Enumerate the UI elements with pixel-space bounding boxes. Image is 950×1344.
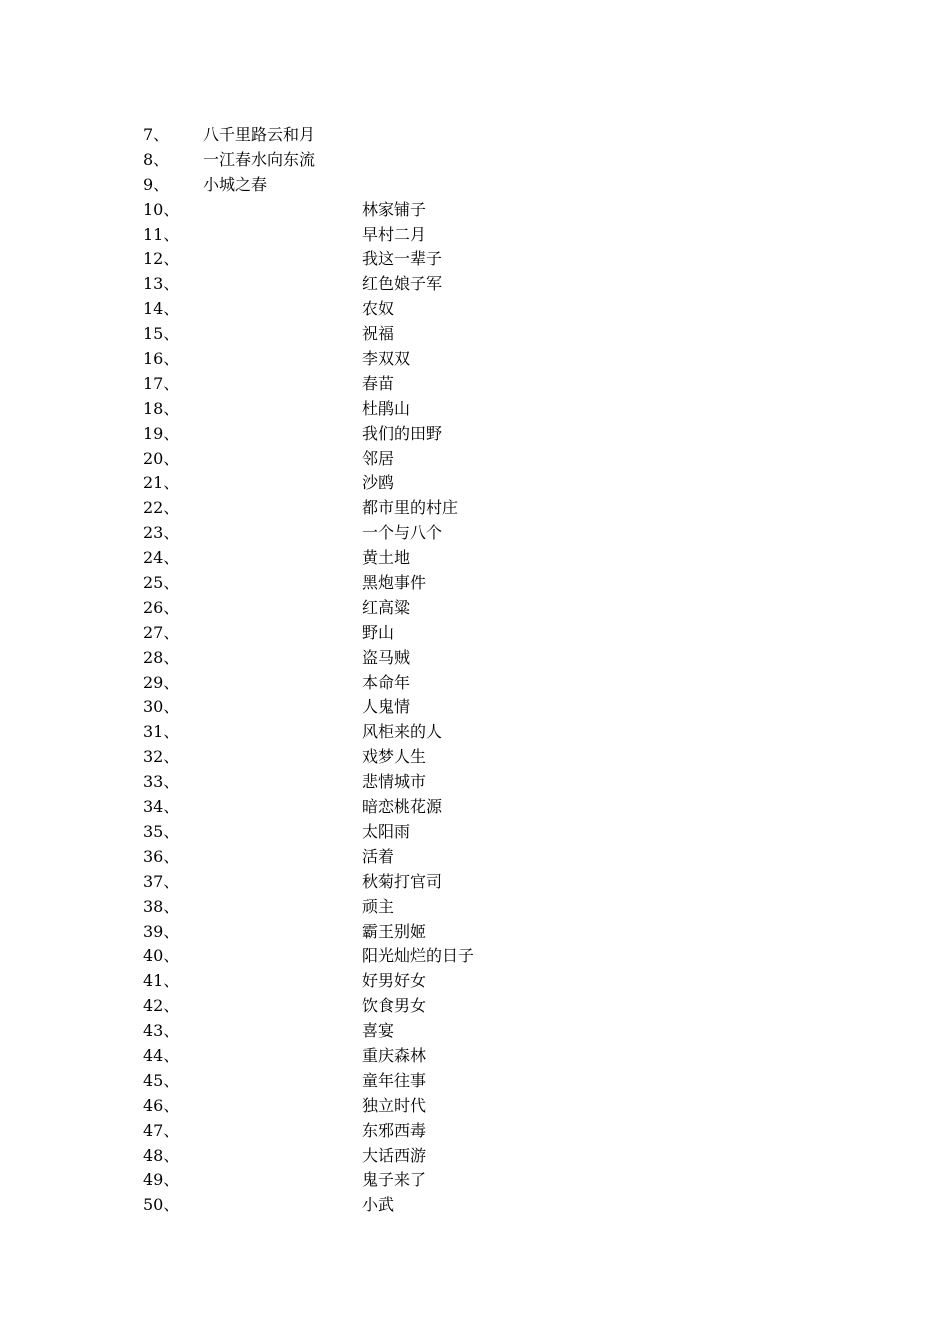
item-title: 早村二月: [362, 224, 427, 244]
list-item: [0, 795, 950, 820]
list-item: [0, 571, 950, 596]
item-number: 9、: [143, 174, 170, 194]
item-number: 35、: [143, 821, 180, 841]
item-number: 30、: [143, 697, 180, 717]
item-number: 43、: [143, 1021, 180, 1041]
item-number: 45、: [143, 1070, 180, 1090]
item-number: 25、: [143, 573, 180, 593]
item-number: 39、: [143, 921, 180, 941]
item-number: 42、: [143, 996, 180, 1016]
item-title: 大话西游: [362, 1145, 427, 1165]
item-title: 小武: [362, 1195, 395, 1215]
item-title: 戏梦人生: [362, 747, 427, 767]
item-number: 12、: [143, 249, 180, 269]
item-number: 48、: [143, 1145, 180, 1165]
item-number: 28、: [143, 647, 180, 667]
list-item: [0, 596, 950, 621]
list-item: [0, 1019, 950, 1044]
list-item: [0, 397, 950, 422]
item-title: 好男好女: [362, 971, 427, 991]
item-title: 暗恋桃花源: [362, 797, 443, 817]
item-title: 野山: [362, 622, 395, 642]
item-number: 8、: [143, 149, 170, 169]
item-title: 阳光灿烂的日子: [362, 946, 475, 966]
item-title: 春苗: [362, 373, 395, 393]
item-title: 悲情城市: [362, 772, 427, 792]
list-item: [0, 496, 950, 521]
list-item: [0, 422, 950, 447]
item-title: 黄土地: [362, 548, 411, 568]
item-number: 29、: [143, 672, 180, 692]
list-item: [0, 173, 950, 198]
item-number: 21、: [143, 473, 180, 493]
list-item: [0, 695, 950, 720]
item-number: 20、: [143, 448, 180, 468]
item-number: 24、: [143, 548, 180, 568]
list-item: [0, 223, 950, 248]
list-item: [0, 247, 950, 272]
item-title: 饮食男女: [362, 996, 427, 1016]
item-title: 我这一辈子: [362, 249, 443, 269]
list-item: [0, 745, 950, 770]
list-item: [0, 372, 950, 397]
list-item: [0, 198, 950, 223]
list-item: [0, 895, 950, 920]
item-title: 喜宴: [362, 1021, 395, 1041]
list-item: [0, 1069, 950, 1094]
item-number: 27、: [143, 622, 180, 642]
list-item: [0, 720, 950, 745]
list-item: [0, 1119, 950, 1144]
list-item: [0, 671, 950, 696]
item-title: 李双双: [362, 349, 411, 369]
item-number: 49、: [143, 1170, 180, 1190]
list-item: [0, 1144, 950, 1169]
item-title: 祝福: [362, 324, 395, 344]
item-title: 农奴: [362, 299, 395, 319]
item-number: 44、: [143, 1045, 180, 1065]
item-title: 小城之春: [203, 174, 268, 194]
item-title: 东邪西毒: [362, 1120, 427, 1140]
item-number: 13、: [143, 274, 180, 294]
list-item: [0, 770, 950, 795]
item-title: 活着: [362, 846, 395, 866]
list-item: [0, 1193, 950, 1218]
item-title: 鬼子来了: [362, 1170, 427, 1190]
list-item: [0, 1168, 950, 1193]
item-number: 32、: [143, 747, 180, 767]
list-item: [0, 944, 950, 969]
item-title: 红色娘子军: [362, 274, 443, 294]
item-title: 黑炮事件: [362, 573, 427, 593]
list-item: [0, 870, 950, 895]
item-number: 18、: [143, 398, 180, 418]
list-item: [0, 845, 950, 870]
item-title: 秋菊打官司: [362, 871, 443, 891]
item-title: 霸王别姬: [362, 921, 427, 941]
list-item: [0, 471, 950, 496]
item-number: 15、: [143, 324, 180, 344]
item-title: 林家铺子: [362, 199, 427, 219]
list-item: [0, 148, 950, 173]
list-item: [0, 920, 950, 945]
item-number: 31、: [143, 722, 180, 742]
item-number: 23、: [143, 523, 180, 543]
item-title: 本命年: [362, 672, 411, 692]
film-list: [0, 123, 950, 1218]
list-item: [0, 521, 950, 546]
list-item: [0, 447, 950, 472]
item-number: 50、: [143, 1195, 180, 1215]
item-number: 37、: [143, 871, 180, 891]
list-item: [0, 621, 950, 646]
item-number: 7、: [143, 125, 170, 144]
item-number: 38、: [143, 896, 180, 916]
item-title: 顽主: [362, 896, 395, 916]
list-item: [0, 1094, 950, 1119]
list-item: [0, 820, 950, 845]
item-number: 11、: [143, 224, 180, 244]
item-number: 41、: [143, 971, 180, 991]
item-number: 40、: [143, 946, 180, 966]
item-number: 17、: [143, 373, 180, 393]
item-number: 36、: [143, 846, 180, 866]
item-title: 盗马贼: [362, 647, 411, 667]
item-title: 八千里路云和月: [203, 125, 316, 144]
list-item: [0, 969, 950, 994]
list-item: [0, 123, 950, 148]
list-item: [0, 347, 950, 372]
list-item: [0, 1044, 950, 1069]
list-item: [0, 297, 950, 322]
list-item: [0, 546, 950, 571]
item-title: 都市里的村庄: [362, 498, 459, 518]
item-title: 人鬼情: [362, 697, 411, 717]
list-item: [0, 646, 950, 671]
item-number: 22、: [143, 498, 180, 518]
item-number: 14、: [143, 299, 180, 319]
list-item: [0, 322, 950, 347]
item-title: 沙鸥: [362, 473, 395, 493]
item-title: 邻居: [362, 448, 395, 468]
item-number: 46、: [143, 1095, 180, 1115]
item-number: 26、: [143, 597, 180, 617]
item-number: 34、: [143, 797, 180, 817]
item-number: 19、: [143, 423, 180, 443]
item-title: 重庆森林: [362, 1045, 427, 1065]
item-number: 33、: [143, 772, 180, 792]
list-item: [0, 272, 950, 297]
item-title: 童年往事: [362, 1070, 427, 1090]
item-number: 10、: [143, 199, 180, 219]
item-title: 红高粱: [362, 597, 411, 617]
item-number: 16、: [143, 349, 180, 369]
item-title: 杜鹃山: [362, 398, 411, 418]
item-number: 47、: [143, 1120, 180, 1140]
item-title: 一江春水向东流: [203, 149, 316, 169]
item-title: 太阳雨: [362, 821, 411, 841]
item-title: 风柜来的人: [362, 722, 443, 742]
item-title: 一个与八个: [362, 523, 443, 543]
item-title: 独立时代: [362, 1095, 427, 1115]
item-title: 我们的田野: [362, 423, 443, 443]
list-item: [0, 994, 950, 1019]
